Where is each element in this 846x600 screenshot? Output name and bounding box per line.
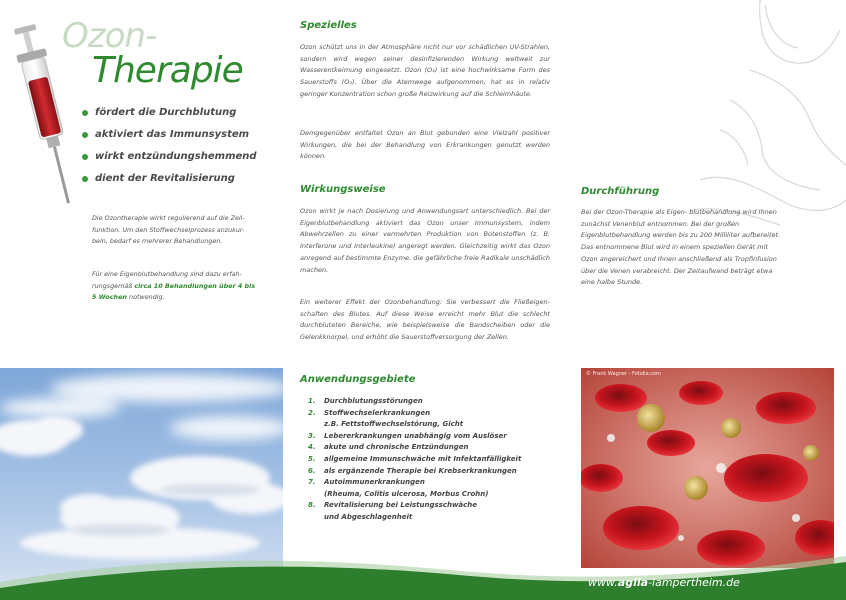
heading-durchfuehrung: Durchführung	[581, 186, 660, 197]
title-line1: Ozon-	[62, 16, 157, 56]
list-item: dient der Revitalisierung	[82, 168, 282, 190]
heading-spezielles: Spezielles	[300, 20, 357, 31]
list-item: 1. Durchblutungsstörungen	[308, 397, 423, 405]
benefits-list	[82, 102, 282, 190]
list-item: 7. Autoimmunerkrankungen (Rheuma, Colitis ulcerosa, Morbus Crohn)	[308, 478, 489, 498]
bullet-icon	[82, 132, 88, 138]
list-item: 8. Revitalisierung bei Leistungsschwäche und Abgeschlagenheit	[308, 501, 478, 521]
list-item: 6. als ergänzende Therapie bei Krebserkrankungen	[308, 466, 517, 475]
footer-url[interactable]: www.agila-lampertheim.de	[588, 576, 740, 589]
list-item: 3. Lebererkrankungen unabhängig vom Auslöser	[308, 431, 507, 440]
list-item: aktiviert das Immunsystem	[82, 124, 282, 146]
bullet-icon	[82, 176, 88, 182]
list-item: 4. akute und chronische Entzündungen	[308, 443, 469, 452]
heading-anwendungsgebiete: Anwendungsgebiete	[300, 374, 416, 385]
anwendungsgebiete-list	[308, 396, 568, 524]
title-line2: Therapie	[92, 50, 243, 91]
intro-paragraph-1: Die Ozontherapie wirkt regulierend auf die Zell- funktion. Um den Stoffwechselprozess anzukur- beln, bedarf es mehrerer Behandlungen.	[92, 214, 245, 245]
list-item: 5. allgemeine Immunschwäche mit Infektanfälligkeit	[308, 454, 522, 463]
photo-credit: © Frank Wagner - Fotolia.com	[586, 371, 661, 377]
footer-wave	[0, 548, 846, 600]
heading-wirkungsweise: Wirkungsweise	[300, 184, 386, 195]
intro-highlight: circa 10 Behandlungen über 4 bis 5 Wochen	[92, 281, 256, 301]
list-item: 2. Stoffwechselerkrankungen z.B. Fettstoffwechselstörung, Gicht	[308, 408, 464, 429]
wirkungsweise-paragraph-2: Ein weiterer Effekt der Ozonbehandlung: Sie verbessert die Fließeigen- schaften des Blutes. Auf diese Weise erreicht mehr Blut die schlecht durchbluteten Bereiche, wie beispielsweise die Bandscheiben oder die Gelenkknorpel, und erhöht die Sauerstoffversorgung der Zellen.	[300, 298, 550, 342]
blood-cells-photo	[581, 368, 834, 568]
list-item: wirkt entzündungshemmend	[82, 146, 282, 168]
spezielles-paragraph-2: Demgegenüber entfaltet Ozon an Blut gebunden eine Vielzahl positiver Wirkungen, die bei der Behandlung von Erkrankungen genutzt werden können.	[300, 129, 550, 161]
intro-paragraph-2: Für eine Eigenblutbehandlung sind dazu erfah- rungsgemäß circa 10 Behandlungen über 4 bis 5 Wochen notwendig.	[92, 270, 256, 301]
spezielles-paragraph-1: Ozon schützt uns in der Atmosphäre nicht nur vor schädlichen UV-Strahlen, sondern wird wegen seiner desinfizierenden Wirkung weltweit zur Wasserentkeimung eingesetzt. Ozon (O₃) ist eine hochwirksame Form des Sauerstoffs (O₂). Über die Atemwege aufgenommen, hat es in relativ geringer Konzentration schon große Reizwirkung auf die Schleimhäute.	[300, 43, 550, 98]
silhouette-illustration	[690, 0, 846, 230]
bullet-icon	[82, 154, 88, 160]
wirkungsweise-paragraph-1: Ozon wirkt je nach Dosierung und Anwendungsart unterschiedlich. Bei der Eigenblutbehandlung aktiviert das Ozon unser Immunsystem, indem Abwehrzellen zu einer vermehrten Produktion von Botenstoffen (z. B. Interferone und Interleukine) angeregt werden. Gleichzeitig wirkt das Ozon anregend auf bestimmte Enzyme, die gefährliche freie Radikale unschädlich machen.	[300, 207, 550, 274]
list-item: fördert die Durchblutung	[82, 102, 282, 124]
durchfuehrung-paragraph: Bei der Ozon-Therapie als Eigen- blutbehandlung wird Ihnen zunächst Venenblut entnommen. Bei der großen Eigenblutbehandlung werden bis zu 200 Milliliter aufbereitet. Das entnommene Blut wird in einem speziellen Gerät mit Ozon angereichert und Ihnen anschließend als Tropfinfusion über die Venen verabreicht. Der Zeitaufwand beträgt etwa eine halbe Stunde.	[581, 208, 781, 287]
bullet-icon	[82, 110, 88, 116]
